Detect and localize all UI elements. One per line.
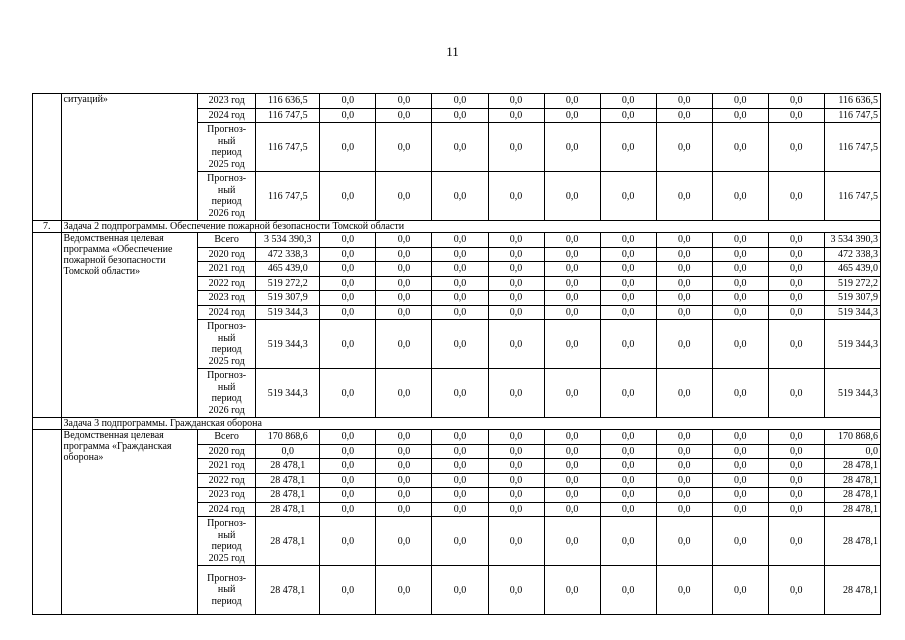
period-line: 2020 год (208, 445, 245, 457)
value-cell: 0,0 (768, 305, 824, 320)
value-cell: 0,0 (712, 369, 768, 418)
value-cell: 0,0 (600, 305, 656, 320)
index-cell (33, 430, 62, 615)
value-cell: 0,0 (432, 305, 488, 320)
value-total-cell: 519 344,3 (256, 305, 320, 320)
value-total-cell: 465 439,0 (256, 262, 320, 277)
period-line: Прогноз- (207, 173, 247, 184)
value-cell: 0,0 (768, 262, 824, 277)
value-cell: 0,0 (432, 430, 488, 445)
period-line: период (211, 196, 242, 207)
value-cell: 0,0 (712, 108, 768, 123)
period-line: ный (217, 529, 236, 541)
period-line: 2022 год (208, 277, 245, 289)
value-cell: 0,0 (432, 291, 488, 306)
value-cell: 0,0 (320, 94, 376, 109)
value-cell: 0,0 (656, 444, 712, 459)
value-sum-cell: 28 478,1 (824, 473, 880, 488)
value-total-cell: 519 272,2 (256, 276, 320, 291)
value-cell: 0,0 (432, 172, 488, 221)
value-cell: 0,0 (488, 233, 544, 248)
value-cell: 0,0 (544, 473, 600, 488)
value-cell: 0,0 (544, 320, 600, 369)
period-line: Прогноз- (207, 370, 247, 381)
value-cell: 0,0 (432, 233, 488, 248)
period-line: Всего (214, 234, 239, 245)
period-line: Прогноз- (207, 572, 247, 584)
value-cell: 0,0 (600, 459, 656, 474)
value-sum-cell: 116 747,5 (824, 123, 880, 172)
value-cell: 0,0 (600, 369, 656, 418)
value-cell: 0,0 (656, 459, 712, 474)
program-name: Ведомственная целевая программа «Гражданская оборона» (61, 430, 198, 615)
value-cell: 0,0 (656, 291, 712, 306)
value-cell: 0,0 (712, 320, 768, 369)
value-cell: 0,0 (656, 320, 712, 369)
period-cell (198, 94, 256, 109)
value-cell: 0,0 (320, 276, 376, 291)
period-cell (198, 320, 256, 369)
index-cell (33, 233, 62, 418)
period-line: ный (217, 332, 236, 344)
value-total-cell: 0,0 (256, 444, 320, 459)
value-total-cell: 28 478,1 (256, 488, 320, 503)
value-sum-cell: 116 747,5 (824, 172, 880, 221)
value-sum-cell: 28 478,1 (824, 517, 880, 566)
value-cell: 0,0 (376, 369, 432, 418)
value-cell: 0,0 (768, 233, 824, 248)
period-line: ный (217, 184, 236, 196)
value-cell: 0,0 (600, 172, 656, 221)
value-cell: 0,0 (656, 566, 712, 615)
value-cell: 0,0 (320, 233, 376, 248)
value-sum-cell: 519 307,9 (824, 291, 880, 306)
value-cell: 0,0 (656, 473, 712, 488)
value-cell: 0,0 (320, 262, 376, 277)
period-line: Прогноз- (207, 124, 247, 135)
value-cell: 0,0 (768, 430, 824, 445)
value-sum-cell: 170 868,6 (824, 430, 880, 445)
value-cell: 0,0 (376, 262, 432, 277)
value-sum-cell: 116 747,5 (824, 108, 880, 123)
value-total-cell: 28 478,1 (256, 566, 320, 615)
value-cell: 0,0 (768, 502, 824, 517)
value-cell: 0,0 (712, 444, 768, 459)
period-cell (198, 262, 256, 277)
value-cell: 0,0 (488, 502, 544, 517)
period-line: 2021 год (208, 460, 245, 471)
value-sum-cell: 28 478,1 (824, 459, 880, 474)
value-cell: 0,0 (432, 276, 488, 291)
value-cell: 0,0 (712, 262, 768, 277)
value-cell: 0,0 (432, 247, 488, 262)
value-sum-cell: 519 344,3 (824, 305, 880, 320)
value-cell: 0,0 (376, 473, 432, 488)
value-cell: 0,0 (432, 459, 488, 474)
value-cell: 0,0 (488, 473, 544, 488)
value-total-cell: 116 747,5 (256, 123, 320, 172)
value-cell: 0,0 (320, 320, 376, 369)
program-name: ситуаций» (61, 94, 198, 221)
value-cell: 0,0 (656, 123, 712, 172)
value-cell: 0,0 (600, 94, 656, 109)
value-cell: 0,0 (376, 291, 432, 306)
period-cell (198, 369, 256, 418)
value-cell: 0,0 (544, 430, 600, 445)
value-cell: 0,0 (376, 566, 432, 615)
value-cell: 0,0 (432, 108, 488, 123)
value-cell: 0,0 (712, 276, 768, 291)
value-cell: 0,0 (768, 459, 824, 474)
value-cell: 0,0 (600, 444, 656, 459)
task-title: Задача 2 подпрограммы. Обеспечение пожарной безопасности Томской области (61, 221, 880, 233)
value-cell: 0,0 (488, 566, 544, 615)
value-cell: 0,0 (432, 262, 488, 277)
value-cell: 0,0 (712, 430, 768, 445)
value-cell: 0,0 (656, 502, 712, 517)
value-cell: 0,0 (768, 488, 824, 503)
value-cell: 0,0 (544, 262, 600, 277)
period-line: период (211, 541, 242, 552)
value-cell: 0,0 (768, 247, 824, 262)
value-cell: 0,0 (600, 247, 656, 262)
value-cell: 0,0 (768, 517, 824, 566)
period-line: 2020 год (208, 248, 245, 260)
task-index: 7. (33, 221, 62, 233)
value-cell: 0,0 (544, 488, 600, 503)
value-cell: 0,0 (600, 430, 656, 445)
period-line: 2024 год (208, 109, 245, 121)
value-cell: 0,0 (376, 172, 432, 221)
period-line: ный (217, 381, 236, 393)
value-cell: 0,0 (376, 459, 432, 474)
value-cell: 0,0 (768, 94, 824, 109)
value-cell: 0,0 (656, 276, 712, 291)
period-line: период (211, 344, 242, 355)
value-cell: 0,0 (712, 473, 768, 488)
task-row (33, 418, 881, 430)
value-cell: 0,0 (544, 502, 600, 517)
value-cell: 0,0 (488, 430, 544, 445)
value-cell: 0,0 (768, 566, 824, 615)
value-total-cell: 28 478,1 (256, 517, 320, 566)
table-row (33, 94, 881, 109)
value-cell: 0,0 (712, 233, 768, 248)
value-cell: 0,0 (544, 94, 600, 109)
period-cell (198, 233, 256, 248)
period-line: 2024 год (208, 503, 245, 515)
value-cell: 0,0 (488, 517, 544, 566)
value-cell: 0,0 (768, 291, 824, 306)
period-line: период (211, 393, 242, 404)
value-cell: 0,0 (432, 369, 488, 418)
period-cell (198, 276, 256, 291)
value-cell: 0,0 (768, 172, 824, 221)
value-sum-cell: 0,0 (824, 444, 880, 459)
value-cell: 0,0 (488, 444, 544, 459)
value-cell: 0,0 (600, 517, 656, 566)
value-cell: 0,0 (376, 247, 432, 262)
value-total-cell: 170 868,6 (256, 430, 320, 445)
value-cell: 0,0 (544, 108, 600, 123)
period-cell (198, 502, 256, 517)
value-cell: 0,0 (712, 488, 768, 503)
value-cell: 0,0 (600, 276, 656, 291)
value-cell: 0,0 (432, 320, 488, 369)
value-cell: 0,0 (544, 305, 600, 320)
value-cell: 0,0 (656, 247, 712, 262)
value-cell: 0,0 (376, 517, 432, 566)
value-cell: 0,0 (376, 305, 432, 320)
value-cell: 0,0 (376, 233, 432, 248)
period-line: 2022 год (208, 474, 245, 486)
period-cell (198, 566, 256, 615)
value-cell: 0,0 (488, 369, 544, 418)
period-cell (198, 517, 256, 566)
value-cell: 0,0 (768, 473, 824, 488)
value-cell: 0,0 (320, 291, 376, 306)
value-cell: 0,0 (488, 262, 544, 277)
period-cell (198, 172, 256, 221)
value-cell: 0,0 (376, 502, 432, 517)
value-total-cell: 472 338,3 (256, 247, 320, 262)
value-cell: 0,0 (488, 320, 544, 369)
table-row (33, 233, 881, 248)
value-cell: 0,0 (376, 488, 432, 503)
value-cell: 0,0 (712, 172, 768, 221)
value-cell: 0,0 (376, 276, 432, 291)
value-cell: 0,0 (544, 172, 600, 221)
period-line: 2025 год (208, 355, 245, 367)
value-cell: 0,0 (712, 566, 768, 615)
table-body (33, 94, 881, 615)
period-cell (198, 488, 256, 503)
value-cell: 0,0 (488, 108, 544, 123)
period-cell (198, 459, 256, 474)
value-cell: 0,0 (488, 291, 544, 306)
period-line: 2026 год (208, 207, 245, 219)
value-cell: 0,0 (768, 123, 824, 172)
value-cell: 0,0 (376, 94, 432, 109)
period-line: 2023 год (208, 95, 245, 106)
value-total-cell: 3 534 390,3 (256, 233, 320, 248)
value-cell: 0,0 (600, 502, 656, 517)
value-total-cell: 28 478,1 (256, 473, 320, 488)
value-cell: 0,0 (712, 247, 768, 262)
value-sum-cell: 3 534 390,3 (824, 233, 880, 248)
value-cell: 0,0 (432, 488, 488, 503)
budget-table (32, 93, 881, 615)
value-cell: 0,0 (656, 305, 712, 320)
value-cell: 0,0 (376, 123, 432, 172)
value-cell: 0,0 (320, 430, 376, 445)
period-cell (198, 247, 256, 262)
value-cell: 0,0 (544, 369, 600, 418)
value-total-cell: 116 747,5 (256, 172, 320, 221)
value-cell: 0,0 (600, 123, 656, 172)
value-cell: 0,0 (376, 320, 432, 369)
value-sum-cell: 28 478,1 (824, 488, 880, 503)
period-cell (198, 108, 256, 123)
value-cell: 0,0 (544, 276, 600, 291)
value-cell: 0,0 (600, 320, 656, 369)
value-cell: 0,0 (432, 473, 488, 488)
value-cell: 0,0 (656, 94, 712, 109)
task-row (33, 221, 881, 233)
value-cell: 0,0 (712, 305, 768, 320)
value-cell: 0,0 (320, 459, 376, 474)
period-line: период (211, 595, 242, 607)
value-cell: 0,0 (320, 444, 376, 459)
value-cell: 0,0 (600, 108, 656, 123)
value-cell: 0,0 (544, 517, 600, 566)
value-sum-cell: 519 344,3 (824, 369, 880, 418)
value-cell: 0,0 (488, 247, 544, 262)
period-cell (198, 305, 256, 320)
value-cell: 0,0 (432, 94, 488, 109)
period-cell (198, 291, 256, 306)
value-cell: 0,0 (320, 566, 376, 615)
value-cell: 0,0 (656, 430, 712, 445)
period-line: Всего (214, 431, 239, 442)
period-line: 2024 год (208, 306, 245, 318)
period-line: период (211, 147, 242, 158)
value-cell: 0,0 (656, 488, 712, 503)
value-cell: 0,0 (768, 276, 824, 291)
period-line: 2023 год (208, 489, 245, 500)
value-cell: 0,0 (432, 444, 488, 459)
value-cell: 0,0 (712, 94, 768, 109)
value-cell: 0,0 (488, 276, 544, 291)
period-line: 2023 год (208, 292, 245, 303)
program-name: Ведомственная целевая программа «Обеспечение пожарной безопасности Томской области» (61, 233, 198, 418)
value-cell: 0,0 (768, 320, 824, 369)
value-total-cell: 519 344,3 (256, 320, 320, 369)
period-cell (198, 123, 256, 172)
value-cell: 0,0 (488, 123, 544, 172)
value-sum-cell: 519 272,2 (824, 276, 880, 291)
value-cell: 0,0 (600, 488, 656, 503)
value-cell: 0,0 (376, 430, 432, 445)
value-cell: 0,0 (488, 305, 544, 320)
value-cell: 0,0 (320, 473, 376, 488)
period-line: 2021 год (208, 263, 245, 274)
value-cell: 0,0 (320, 488, 376, 503)
value-cell: 0,0 (320, 123, 376, 172)
value-cell: 0,0 (544, 459, 600, 474)
value-cell: 0,0 (320, 172, 376, 221)
value-cell: 0,0 (656, 369, 712, 418)
period-line: ный (217, 135, 236, 147)
value-cell: 0,0 (656, 172, 712, 221)
value-cell: 0,0 (656, 108, 712, 123)
value-cell: 0,0 (376, 108, 432, 123)
value-cell: 0,0 (712, 291, 768, 306)
value-cell: 0,0 (376, 444, 432, 459)
value-cell: 0,0 (768, 108, 824, 123)
task-index (33, 418, 62, 430)
value-cell: 0,0 (488, 459, 544, 474)
value-cell: 0,0 (544, 247, 600, 262)
period-line: 2026 год (208, 404, 245, 416)
value-cell: 0,0 (600, 473, 656, 488)
period-line: 2025 год (208, 552, 245, 564)
value-cell: 0,0 (320, 369, 376, 418)
value-cell: 0,0 (488, 94, 544, 109)
value-cell: 0,0 (544, 566, 600, 615)
value-cell: 0,0 (600, 291, 656, 306)
value-cell: 0,0 (768, 369, 824, 418)
period-line: ный (217, 584, 236, 596)
value-cell: 0,0 (656, 517, 712, 566)
value-cell: 0,0 (712, 517, 768, 566)
value-sum-cell: 472 338,3 (824, 247, 880, 262)
value-cell: 0,0 (320, 502, 376, 517)
period-cell (198, 473, 256, 488)
value-sum-cell: 519 344,3 (824, 320, 880, 369)
value-cell: 0,0 (432, 517, 488, 566)
value-cell: 0,0 (488, 172, 544, 221)
value-cell: 0,0 (544, 444, 600, 459)
value-total-cell: 116 747,5 (256, 108, 320, 123)
value-sum-cell: 465 439,0 (824, 262, 880, 277)
value-cell: 0,0 (544, 291, 600, 306)
task-title: Задача 3 подпрограммы. Гражданская оборона (61, 418, 880, 430)
table-row (33, 430, 881, 445)
period-line: Прогноз- (207, 321, 247, 332)
period-line: Прогноз- (207, 518, 247, 529)
value-total-cell: 28 478,1 (256, 502, 320, 517)
value-cell: 0,0 (320, 108, 376, 123)
value-cell: 0,0 (432, 566, 488, 615)
value-cell: 0,0 (320, 247, 376, 262)
value-cell: 0,0 (320, 305, 376, 320)
value-cell: 0,0 (488, 488, 544, 503)
value-cell: 0,0 (544, 233, 600, 248)
period-cell (198, 444, 256, 459)
value-cell: 0,0 (712, 459, 768, 474)
value-total-cell: 519 307,9 (256, 291, 320, 306)
period-line: 2025 год (208, 158, 245, 170)
value-total-cell: 28 478,1 (256, 459, 320, 474)
value-cell: 0,0 (600, 233, 656, 248)
value-cell: 0,0 (712, 123, 768, 172)
value-total-cell: 116 636,5 (256, 94, 320, 109)
page-number: 11 (446, 44, 459, 59)
value-total-cell: 519 344,3 (256, 369, 320, 418)
value-cell: 0,0 (320, 517, 376, 566)
value-sum-cell: 28 478,1 (824, 502, 880, 517)
value-cell: 0,0 (656, 233, 712, 248)
value-cell: 0,0 (600, 566, 656, 615)
value-cell: 0,0 (432, 502, 488, 517)
value-cell: 0,0 (656, 262, 712, 277)
index-cell (33, 94, 62, 221)
value-cell: 0,0 (432, 123, 488, 172)
period-cell (198, 430, 256, 445)
value-sum-cell: 116 636,5 (824, 94, 880, 109)
value-cell: 0,0 (544, 123, 600, 172)
value-cell: 0,0 (768, 444, 824, 459)
value-cell: 0,0 (600, 262, 656, 277)
value-sum-cell: 28 478,1 (824, 566, 880, 615)
value-cell: 0,0 (712, 502, 768, 517)
